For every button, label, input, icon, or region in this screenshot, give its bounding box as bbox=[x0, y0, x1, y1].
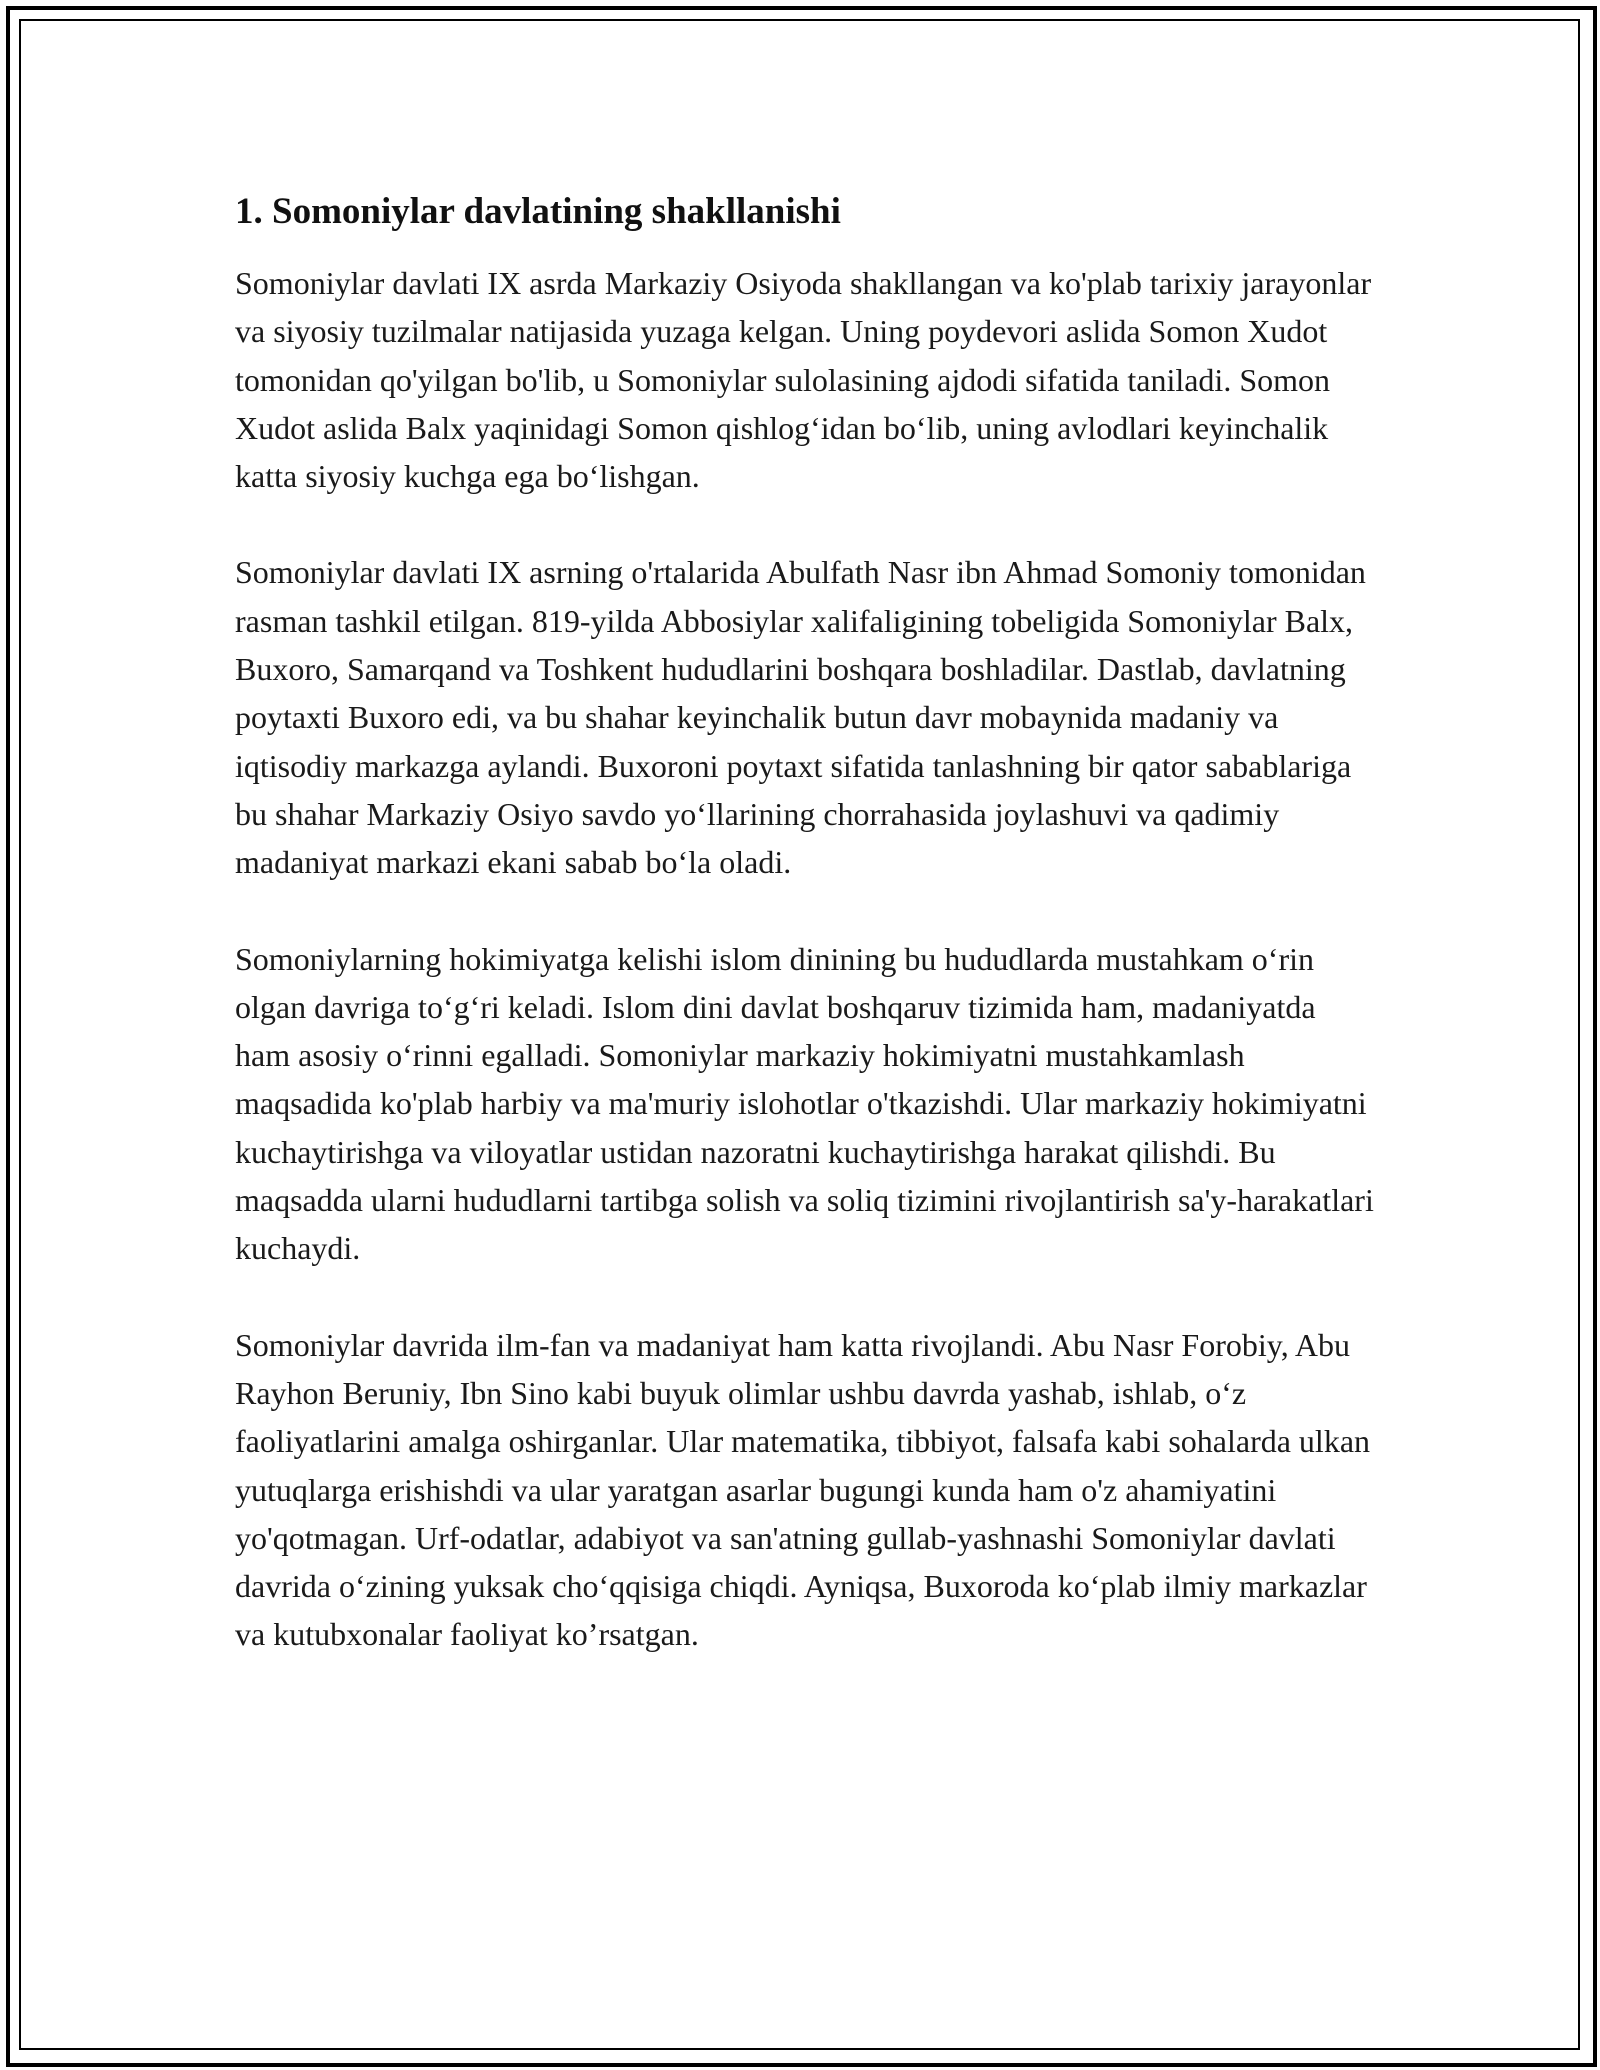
section-heading: 1. Somoniylar davlatining shakllanishi bbox=[235, 191, 841, 232]
document-body bbox=[235, 186, 1375, 1707]
paragraph-2: Somoniylar davlati IX asrning o'rtalarida Abulfath Nasr ibn Ahmad Somoniy tomonidan rasman tashkil etilgan. 819-yilda Abbosiylar xalifaligining tobeligida Somoniylar Balx, Buxoro, Samarqand va Toshkent hududlarini boshqara boshladilar. Dastlab, davlatning poytaxti Buxoro edi, va bu shahar keyinchalik butun davr mobaynida madaniy va iqtisodiy markazga aylandi. Buxoroni poytaxt sifatida tanlashning bir qator sabablariga bu shahar Markaziy Osiyo savdo yo‘llarining chorrahasida joylashuvi va qadimiy madaniyat markazi ekani sabab bo‘la oladi. bbox=[235, 554, 1366, 881]
paragraph-1: Somoniylar davlati IX asrda Markaziy Osiyoda shakllangan va ko'plab tarixiy jarayonlar va siyosiy tuzilmalar natijasida yuzaga kelgan. Uning poydevori aslida Somon Xudot tomonidan qo'yilgan bo'lib, u Somoniylar sulolasining ajdodi sifatida taniladi. Somon Xudot aslida Balx yaqinidagi Somon qishlog‘idan bo‘lib, uning avlodlari keyinchalik katta siyosiy kuchga ega bo‘lishgan. bbox=[235, 265, 1372, 495]
paragraph-4: Somoniylar davrida ilm-fan va madaniyat ham katta rivojlandi. Abu Nasr Forobiy, Abu Rayhon Beruniy, Ibn Sino kabi buyuk olimlar ushbu davrda yashab, ishlab, o‘z faoliyatlarini amalga oshirganlar. Ular matematika, tibbiyot, falsafa kabi sohalarda ulkan yutuqlarga erishishdi va ular yaratgan asarlar bugungi kunda ham o'z ahamiyatini yo'qotmagan. Urf-odatlar, adabiyot va san'atning gullab-yashnashi Somoniylar davlati davrida o‘zining yuksak cho‘qqisiga chiqdi. Ayniqsa, Buxoroda ko‘plab ilmiy markazlar va kutubxonalar faoliyat ko’rsatgan. bbox=[235, 1326, 1371, 1653]
paragraph-3: Somoniylarning hokimiyatga kelishi islom dinining bu hududlarda mustahkam o‘rin olgan davriga to‘g‘ri keladi. Islom dini davlat boshqaruv tizimida ham, madaniyatda ham asosiy o‘rinni egalladi. Somoniylar markaziy hokimiyatni mustahkamlash maqsadida ko'plab harbiy va ma'muriy islohotlar o'tkazishdi. Ular markaziy hokimiyatni kuchaytirishga va viloyatlar ustidan nazoratni kuchaytirishga harakat qilishdi. Bu maqsadda ularni hududlarni tartibga solish va soliq tizimini rivojlantirish sa'y-harakatlari kuchaydi. bbox=[235, 940, 1374, 1267]
